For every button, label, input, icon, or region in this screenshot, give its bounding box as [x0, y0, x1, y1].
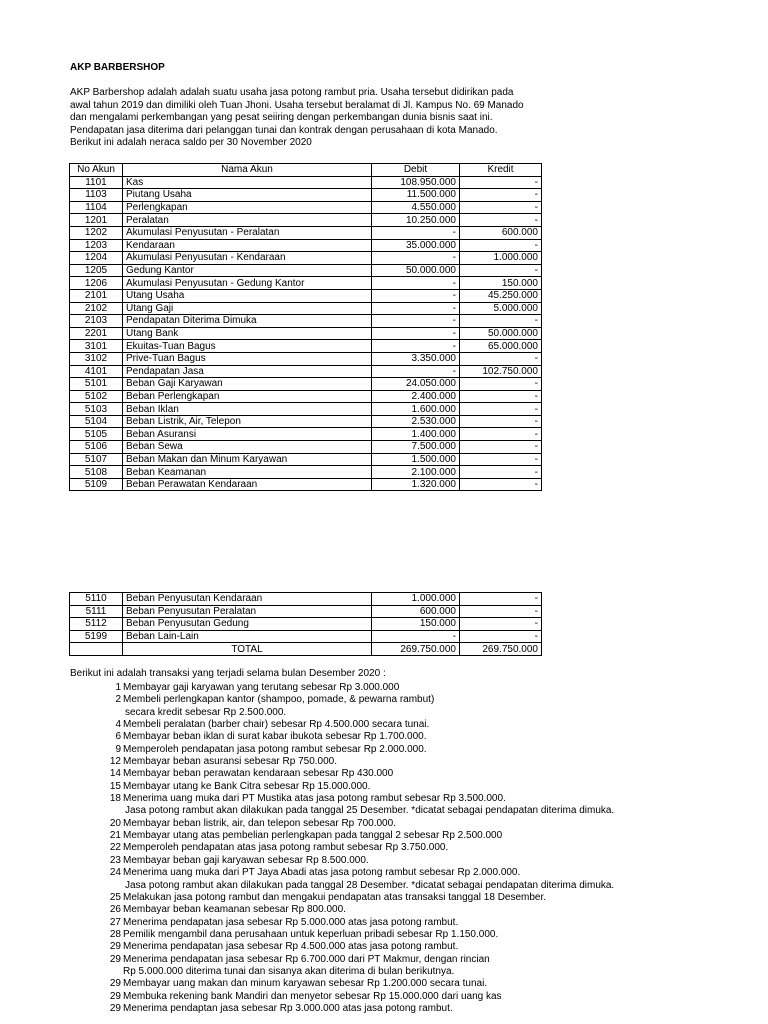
- account-number: 1101: [70, 176, 123, 189]
- account-name: Kas: [123, 176, 372, 189]
- transaction-text: Pemilik mengambil dana perusahaan untuk keperluan pribadi sebesar Rp 1.150.000.: [123, 928, 499, 940]
- account-number: 5199: [70, 630, 123, 643]
- account-name: Beban Makan dan Minum Karyawan: [123, 453, 372, 466]
- header-no-akun: No Akun: [70, 164, 123, 177]
- table-row: [70, 226, 542, 239]
- kredit-amount: -: [460, 176, 542, 189]
- transaction-day: 27: [109, 916, 121, 928]
- debit-amount: 24.050.000: [372, 378, 460, 391]
- trial-balance-table-part1: [69, 163, 542, 491]
- account-number: 5109: [70, 478, 123, 491]
- table-row: [70, 390, 542, 403]
- transaction-text: Menerima uang muka dari PT Jaya Abadi atas jasa potong rambut sebesar Rp 2.000.000.: [123, 867, 521, 879]
- transaction-day: 29: [109, 941, 121, 953]
- transaction-item: [70, 707, 710, 719]
- debit-amount: 2.400.000: [372, 390, 460, 403]
- kredit-amount: -: [460, 441, 542, 454]
- transaction-item: [70, 978, 710, 990]
- header-kredit: Kredit: [460, 164, 542, 177]
- transaction-day: 25: [109, 891, 121, 903]
- account-number: 1205: [70, 264, 123, 277]
- debit-amount: -: [372, 315, 460, 328]
- account-number: 1104: [70, 201, 123, 214]
- table-row: [70, 605, 542, 618]
- account-name: Perlengkapan: [123, 201, 372, 214]
- account-number: 5101: [70, 378, 123, 391]
- debit-amount: -: [372, 252, 460, 265]
- kredit-amount: -: [460, 428, 542, 441]
- trial-balance-table-part2: [69, 592, 542, 656]
- transaction-item: [70, 966, 710, 978]
- table-row: [70, 315, 542, 328]
- transaction-text: Membayar utang atas pembelian perlengkapan pada tanggal 2 sebesar Rp 2.500.000: [123, 830, 503, 842]
- debit-amount: 600.000: [372, 605, 460, 618]
- transaction-day: 28: [109, 928, 121, 940]
- kredit-amount: 600.000: [460, 226, 542, 239]
- account-name: Beban Penyusutan Gedung: [123, 618, 372, 631]
- table-row: [70, 352, 542, 365]
- transaction-item: [70, 941, 710, 953]
- account-name: Beban Keamanan: [123, 466, 372, 479]
- account-number: 5105: [70, 428, 123, 441]
- kredit-amount: -: [460, 315, 542, 328]
- debit-amount: 11.500.000: [372, 189, 460, 202]
- transaction-text: Membayar utang ke Bank Citra sebesar Rp 15.000.000.: [123, 780, 371, 792]
- transaction-item: [70, 781, 710, 793]
- table-row: [70, 365, 542, 378]
- account-number: 2201: [70, 327, 123, 340]
- transaction-item: [70, 756, 710, 768]
- debit-amount: 4.550.000: [372, 201, 460, 214]
- transaction-text: Membayar uang makan dan minum karyawan sebesar Rp 1.200.000 secara tunai.: [123, 978, 488, 990]
- debit-amount: -: [372, 289, 460, 302]
- debit-amount: 7.500.000: [372, 441, 460, 454]
- kredit-amount: -: [460, 201, 542, 214]
- table-row: [70, 478, 542, 491]
- transaction-item: [70, 867, 710, 879]
- account-name: Akumulasi Penyusutan - Kendaraan: [123, 252, 372, 265]
- transaction-item: [70, 842, 710, 854]
- transaction-text: Membeli perlengkapan kantor (shampoo, pomade, & pewarna rambut): [123, 694, 435, 706]
- kredit-amount: -: [460, 466, 542, 479]
- kredit-amount: -: [460, 189, 542, 202]
- transaction-text: Membayar beban keamanan sebesar Rp 800.000.: [123, 904, 346, 916]
- transaction-day: 6: [115, 731, 121, 743]
- transaction-day: 26: [109, 904, 121, 916]
- account-name: Gedung Kantor: [123, 264, 372, 277]
- account-name: Beban Perawatan Kendaraan: [123, 478, 372, 491]
- transaction-item: [70, 855, 710, 867]
- transaction-item: [70, 818, 710, 830]
- kredit-amount: -: [460, 630, 542, 643]
- account-number: 5110: [70, 593, 123, 606]
- debit-amount: 1.320.000: [372, 478, 460, 491]
- table-row: [70, 428, 542, 441]
- transaction-text: Menerima pendapatan jasa sebesar Rp 6.700.000 dari PT Makmur, dengan rincian: [123, 953, 490, 965]
- account-number: 3101: [70, 340, 123, 353]
- transaction-text: Menerima pendapatan jasa sebesar Rp 5.000.000 atas jasa potong rambut.: [123, 916, 459, 928]
- transaction-text: Memperoleh pendapatan jasa potong rambut sebesar Rp 2.000.000.: [123, 743, 427, 755]
- transaction-item: [70, 793, 710, 805]
- debit-amount: 50.000.000: [372, 264, 460, 277]
- account-number: 5112: [70, 618, 123, 631]
- debit-amount: -: [372, 226, 460, 239]
- table-row: [70, 593, 542, 606]
- account-name: Utang Gaji: [123, 302, 372, 315]
- transaction-item: [70, 744, 710, 756]
- table-row: [70, 466, 542, 479]
- debit-amount: 1.000.000: [372, 593, 460, 606]
- transaction-day: 24: [109, 867, 121, 879]
- transaction-text: Menerima uang muka dari PT Mustika atas jasa potong rambut sebesar Rp 3.500.000.: [123, 793, 506, 805]
- transaction-text: secara kredit sebesar Rp 2.500.000.: [125, 706, 287, 718]
- debit-amount: -: [372, 340, 460, 353]
- account-number: 5102: [70, 390, 123, 403]
- transaction-text: Jasa potong rambut akan dilakukan pada tanggal 25 Desember. *dicatat sebagai pendapatan diterima dimuka.: [125, 805, 615, 817]
- table-row: [70, 327, 542, 340]
- transaction-day: 29: [109, 990, 121, 1002]
- table-row: [70, 289, 542, 302]
- debit-amount: 1.600.000: [372, 403, 460, 416]
- transaction-text: Membayar beban gaji karyawan sebesar Rp 8.500.000.: [123, 854, 369, 866]
- table-header-row: [70, 164, 542, 177]
- account-name: Akumulasi Penyusutan - Peralatan: [123, 226, 372, 239]
- kredit-amount: 65.000.000: [460, 340, 542, 353]
- transaction-day: 4: [115, 719, 121, 731]
- table-row: [70, 403, 542, 416]
- kredit-amount: -: [460, 390, 542, 403]
- account-name: Utang Usaha: [123, 289, 372, 302]
- transaction-text: Jasa potong rambut akan dilakukan pada tanggal 28 Desember. *dicatat sebagai pendapatan diterima dimuka.: [125, 879, 615, 891]
- transaction-item: [70, 694, 710, 706]
- kredit-amount: -: [460, 618, 542, 631]
- total-row: [70, 643, 542, 656]
- transaction-item: [70, 805, 710, 817]
- kredit-amount: -: [460, 239, 542, 252]
- table-row: [70, 340, 542, 353]
- account-name: Beban Lain-Lain: [123, 630, 372, 643]
- transaction-day: 20: [109, 817, 121, 829]
- account-number: 4101: [70, 365, 123, 378]
- header-debit: Debit: [372, 164, 460, 177]
- total-label: TOTAL: [123, 643, 372, 656]
- table-row: [70, 630, 542, 643]
- debit-amount: 2.100.000: [372, 466, 460, 479]
- account-number: 5103: [70, 403, 123, 416]
- table-row: [70, 441, 542, 454]
- debit-amount: 3.350.000: [372, 352, 460, 365]
- account-name: Pendapatan Jasa: [123, 365, 372, 378]
- transaction-item: [70, 954, 710, 966]
- transaction-text: Membayar beban asuransi sebesar Rp 750.000.: [123, 756, 338, 768]
- account-name: Beban Gaji Karyawan: [123, 378, 372, 391]
- transaction-item: [70, 731, 710, 743]
- account-name: Beban Listrik, Air, Telepon: [123, 415, 372, 428]
- total-no-cell: [70, 643, 123, 656]
- table-row: [70, 264, 542, 277]
- transaction-day: 2: [115, 694, 121, 706]
- table-row: [70, 214, 542, 227]
- account-number: 5104: [70, 415, 123, 428]
- account-name: Beban Asuransi: [123, 428, 372, 441]
- account-name: Pendapatan Diterima Dimuka: [123, 315, 372, 328]
- kredit-amount: -: [460, 352, 542, 365]
- account-name: Beban Sewa: [123, 441, 372, 454]
- transactions-intro: Berikut ini adalah transaksi yang terjadi selama bulan Desember 2020 :: [70, 668, 386, 679]
- account-name: Beban Penyusutan Kendaraan: [123, 593, 372, 606]
- transaction-day: 21: [109, 830, 121, 842]
- kredit-amount: -: [460, 593, 542, 606]
- intro-line: Berikut ini adalah neraca saldo per 30 November 2020: [70, 137, 312, 149]
- account-number: 1103: [70, 189, 123, 202]
- table-body-part1: [70, 176, 542, 491]
- kredit-amount: 1.000.000: [460, 252, 542, 265]
- account-name: Beban Iklan: [123, 403, 372, 416]
- table-row: [70, 277, 542, 290]
- kredit-amount: -: [460, 605, 542, 618]
- transaction-day: 14: [109, 768, 121, 780]
- kredit-amount: 50.000.000: [460, 327, 542, 340]
- transaction-text: Menerima pendapatan jasa sebesar Rp 4.500.000 atas jasa potong rambut.: [123, 941, 459, 953]
- transaction-text: Membeli peralatan (barber chair) sebesar Rp 4.500.000 secara tunai.: [123, 719, 430, 731]
- kredit-amount: 102.750.000: [460, 365, 542, 378]
- intro-line: AKP Barbershop adalah adalah suatu usaha jasa potong rambut pria. Usaha tersebut didirikan pada: [70, 87, 514, 98]
- transaction-item: [70, 929, 710, 941]
- header-nama-akun: Nama Akun: [123, 164, 372, 177]
- account-number: 1206: [70, 277, 123, 290]
- table-row: [70, 618, 542, 631]
- transaction-text: Menerima pendaptan jasa sebesar Rp 3.000.000 atas jasa potong rambut.: [123, 1002, 453, 1014]
- debit-amount: -: [372, 630, 460, 643]
- account-number: 3102: [70, 352, 123, 365]
- transaction-item: [70, 1003, 710, 1015]
- debit-amount: 10.250.000: [372, 214, 460, 227]
- transaction-item: [70, 719, 710, 731]
- debit-amount: -: [372, 302, 460, 315]
- transaction-item: [70, 682, 710, 694]
- table-row: [70, 302, 542, 315]
- account-number: 1204: [70, 252, 123, 265]
- transaction-item: [70, 904, 710, 916]
- account-name: Piutang Usaha: [123, 189, 372, 202]
- transaction-text: Rp 5.000.000 diterima tunai dan sisanya akan diterima di bulan berikutnya.: [123, 965, 455, 977]
- account-number: 5106: [70, 441, 123, 454]
- account-number: 2103: [70, 315, 123, 328]
- kredit-amount: -: [460, 415, 542, 428]
- kredit-amount: -: [460, 264, 542, 277]
- transaction-text: Memperoleh pendapatan atas jasa potong rambut sebesar Rp 3.750.000.: [123, 842, 449, 854]
- account-number: 2101: [70, 289, 123, 302]
- transaction-day: 29: [109, 978, 121, 990]
- transaction-item: [70, 830, 710, 842]
- account-number: 5108: [70, 466, 123, 479]
- transactions-list: [70, 682, 710, 1015]
- kredit-amount: 150.000: [460, 277, 542, 290]
- account-name: Utang Bank: [123, 327, 372, 340]
- transaction-day: 23: [109, 854, 121, 866]
- table-row: [70, 378, 542, 391]
- transaction-text: Membayar gaji karyawan yang terutang sebesar Rp 3.000.000: [123, 682, 400, 693]
- account-name: Prive-Tuan Bagus: [123, 352, 372, 365]
- intro-paragraph: [70, 87, 550, 150]
- transaction-text: Membayar beban perawatan kendaraan sebesar Rp 430.000: [123, 768, 394, 780]
- kredit-amount: -: [460, 478, 542, 491]
- account-name: Beban Penyusutan Peralatan: [123, 605, 372, 618]
- kredit-amount: -: [460, 214, 542, 227]
- total-debit: 269.750.000: [372, 643, 460, 656]
- kredit-amount: 5.000.000: [460, 302, 542, 315]
- transaction-day: 12: [109, 756, 121, 768]
- transaction-text: Membayar beban iklan di surat kabar ibukota sebesar Rp 1.700.000.: [123, 731, 427, 743]
- account-number: 1203: [70, 239, 123, 252]
- table-row: [70, 189, 542, 202]
- total-kredit: 269.750.000: [460, 643, 542, 656]
- account-name: Kendaraan: [123, 239, 372, 252]
- debit-amount: 108.950.000: [372, 176, 460, 189]
- kredit-amount: -: [460, 378, 542, 391]
- debit-amount: 2.530.000: [372, 415, 460, 428]
- transaction-text: Melakukan jasa potong rambut dan mengakui pendapatan atas transaksi tanggal 18 Desember.: [123, 891, 547, 903]
- table-row: [70, 252, 542, 265]
- kredit-amount: 45.250.000: [460, 289, 542, 302]
- account-name: Beban Perlengkapan: [123, 390, 372, 403]
- account-name: Peralatan: [123, 214, 372, 227]
- account-number: 5107: [70, 453, 123, 466]
- table-row: [70, 415, 542, 428]
- debit-amount: 1.400.000: [372, 428, 460, 441]
- transaction-day: 15: [109, 780, 121, 792]
- debit-amount: -: [372, 327, 460, 340]
- document-title: AKP BARBERSHOP: [70, 62, 165, 73]
- kredit-amount: -: [460, 453, 542, 466]
- debit-amount: 150.000: [372, 618, 460, 631]
- table-row: [70, 201, 542, 214]
- table-row: [70, 176, 542, 189]
- transaction-item: [70, 768, 710, 780]
- account-number: 1201: [70, 214, 123, 227]
- transaction-text: Membuka rekening bank Mandiri dan menyetor sebesar Rp 15.000.000 dari uang kas: [123, 990, 502, 1002]
- transaction-item: [70, 917, 710, 929]
- transaction-day: 29: [109, 953, 121, 965]
- intro-line: Pendapatan jasa diterima dari pelanggan tunai dan kontrak dengan perusahaan di kota Manado.: [70, 124, 498, 136]
- debit-amount: 1.500.000: [372, 453, 460, 466]
- table-row: [70, 453, 542, 466]
- account-number: 2102: [70, 302, 123, 315]
- account-name: Akumulasi Penyusutan - Gedung Kantor: [123, 277, 372, 290]
- transaction-day: 1: [115, 682, 121, 693]
- transaction-day: 9: [115, 743, 121, 755]
- transaction-day: 18: [109, 793, 121, 805]
- transaction-item: [70, 880, 710, 892]
- account-name: Ekuitas-Tuan Bagus: [123, 340, 372, 353]
- kredit-amount: -: [460, 403, 542, 416]
- transaction-text: Membayar beban listrik, air, dan telepon sebesar Rp 700.000.: [123, 817, 396, 829]
- intro-line: awal tahun 2019 dan dimiliki oleh Tuan Jhoni. Usaha tersebut beralamat di Jl. Kampus No. 69 Manado: [70, 99, 524, 111]
- debit-amount: -: [372, 365, 460, 378]
- debit-amount: -: [372, 277, 460, 290]
- account-number: 5111: [70, 605, 123, 618]
- intro-line: dan mengalami perkembangan yang pesat seiiring dengan perkembangan dunia bisnis saat ini.: [70, 112, 493, 124]
- debit-amount: 35.000.000: [372, 239, 460, 252]
- transaction-day: 22: [109, 842, 121, 854]
- transaction-day: 29: [109, 1002, 121, 1014]
- transaction-item: [70, 991, 710, 1003]
- table-body-part2: [70, 593, 542, 643]
- table-row: [70, 239, 542, 252]
- account-number: 1202: [70, 226, 123, 239]
- transaction-item: [70, 892, 710, 904]
